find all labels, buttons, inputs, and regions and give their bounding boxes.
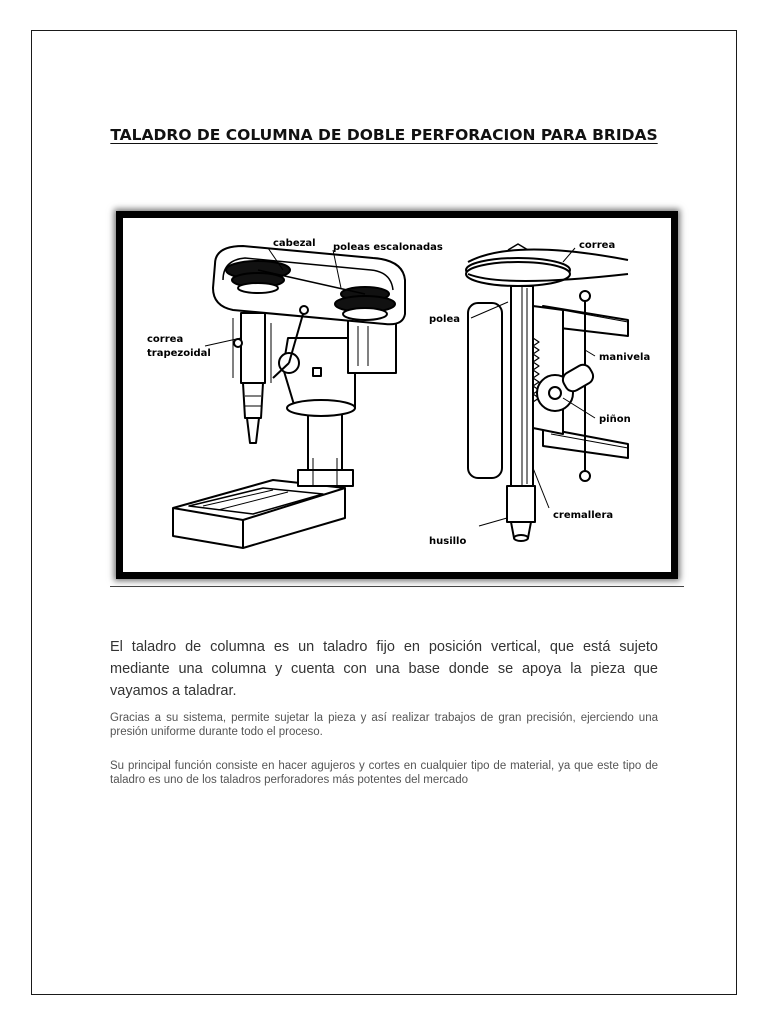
label-manivela: manivela <box>599 352 651 363</box>
figure-canvas <box>123 218 671 572</box>
drill-press-illustration <box>123 218 671 572</box>
drill-press-figure <box>116 211 678 579</box>
label-correa: correa <box>579 240 616 251</box>
label-husillo: husillo <box>429 536 467 547</box>
paragraph-function: Su principal función consiste en hacer agujeros y cortes en cualquier tipo de material, ya que este tipo de taladro es uno de los taladros perforadores más potentes del mercado <box>110 760 658 786</box>
paragraph-precision: Gracias a su sistema, permite sujetar la pieza y así realizar trabajos de gran precisión, ejerciendo una presión uniforme durante todo el proceso. <box>110 712 658 738</box>
page-title: TALADRO DE COLUMNA DE DOBLE PERFORACION PARA BRIDAS <box>110 126 658 144</box>
lead-paragraph: El taladro de columna es un taladro fijo en posición vertical, que está sujeto mediante una columna y cuenta con una base donde se apoya la pieza que vayamos a taladrar. <box>110 639 658 699</box>
label-poleas-escalonadas: poleas escalonadas <box>333 242 443 253</box>
label-pinon: piñon <box>599 414 631 425</box>
label-correa-trapezoidal-1: correa <box>147 334 184 345</box>
label-correa-trapezoidal-2: trapezoidal <box>147 348 211 359</box>
label-cremallera: cremallera <box>553 510 614 521</box>
label-cabezal: cabezal <box>273 238 316 249</box>
horizontal-divider <box>110 586 684 587</box>
label-polea: polea <box>429 314 460 325</box>
